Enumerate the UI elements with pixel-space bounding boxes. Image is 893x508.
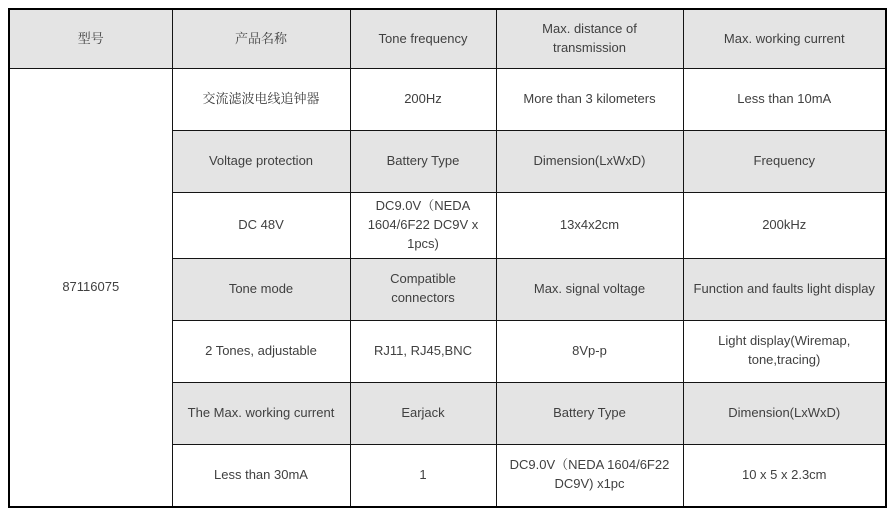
cell-dimension-value: 13x4x2cm bbox=[496, 193, 683, 259]
cell-voltage-protection-value: DC 48V bbox=[172, 193, 350, 259]
cell-dimension-2-value: 10 x 5 x 2.3cm bbox=[683, 444, 886, 507]
header-cell-max-distance: Max. distance of transmission bbox=[496, 9, 683, 69]
label-frequency: Frequency bbox=[683, 131, 886, 193]
cell-tone-frequency-value: 200Hz bbox=[350, 69, 496, 131]
spec-table bbox=[8, 8, 887, 508]
label-battery-type: Battery Type bbox=[350, 131, 496, 193]
cell-max-current-value: Less than 10mA bbox=[683, 69, 886, 131]
cell-product-name-value: 交流滤波电线追钟器 bbox=[172, 69, 350, 131]
cell-max-working-current-value: Less than 30mA bbox=[172, 444, 350, 507]
label-tone-mode: Tone mode bbox=[172, 258, 350, 320]
header-cell-tone-frequency: Tone frequency bbox=[350, 9, 496, 69]
header-row bbox=[9, 9, 886, 69]
label-dimension: Dimension(LxWxD) bbox=[496, 131, 683, 193]
cell-light-display-value: Light display(Wiremap, tone,tracing) bbox=[683, 320, 886, 382]
label-voltage-protection: Voltage protection bbox=[172, 131, 350, 193]
cell-battery-type-value: DC9.0V（NEDA 1604/6F22 DC9V x 1pcs) bbox=[350, 193, 496, 259]
label-earjack: Earjack bbox=[350, 382, 496, 444]
model-number-cell: 87116075 bbox=[9, 69, 172, 507]
cell-battery-type-2-value: DC9.0V（NEDA 1604/6F22 DC9V) x1pc bbox=[496, 444, 683, 507]
header-cell-max-working-current: Max. working current bbox=[683, 9, 886, 69]
label-max-working-current: The Max. working current bbox=[172, 382, 350, 444]
header-cell-model: 型号 bbox=[9, 9, 172, 69]
label-battery-type-2: Battery Type bbox=[496, 382, 683, 444]
cell-tone-mode-value: 2 Tones, adjustable bbox=[172, 320, 350, 382]
label-compatible-connectors: Compatible connectors bbox=[350, 258, 496, 320]
header-cell-product-name: 产品名称 bbox=[172, 9, 350, 69]
cell-earjack-value: 1 bbox=[350, 444, 496, 507]
table-row bbox=[9, 69, 886, 131]
label-dimension-2: Dimension(LxWxD) bbox=[683, 382, 886, 444]
cell-frequency-value: 200kHz bbox=[683, 193, 886, 259]
cell-max-distance-value: More than 3 kilometers bbox=[496, 69, 683, 131]
cell-max-signal-voltage-value: 8Vp-p bbox=[496, 320, 683, 382]
label-max-signal-voltage: Max. signal voltage bbox=[496, 258, 683, 320]
cell-compatible-connectors-value: RJ11, RJ45,BNC bbox=[350, 320, 496, 382]
label-function-faults-light: Function and faults light display bbox=[683, 258, 886, 320]
